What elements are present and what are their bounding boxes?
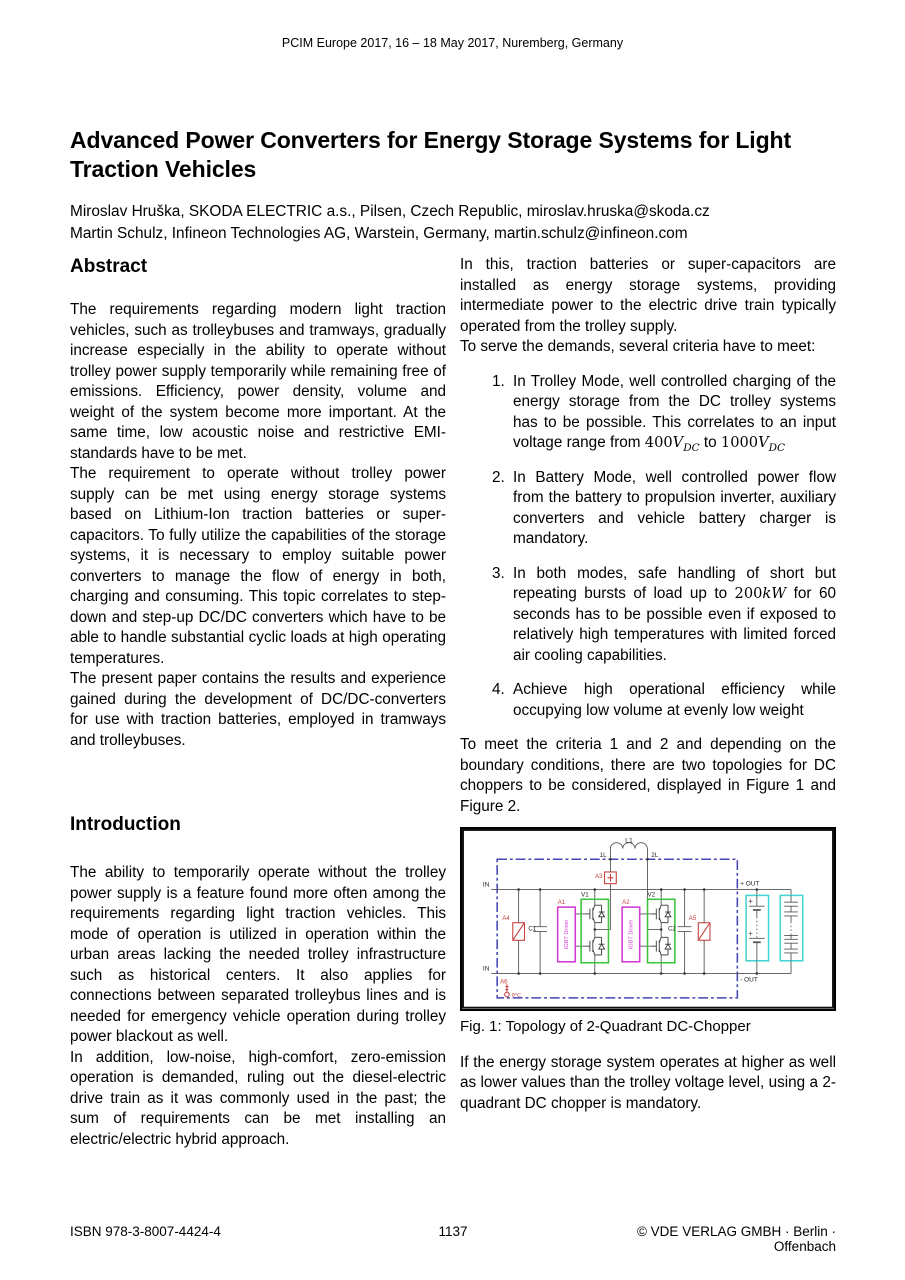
sensor-a6-label: A6: [500, 978, 508, 986]
introduction-paragraph-2: In addition, low-noise, high-comfort, zero-emission operation is demanded, ruling out the diesel-electric drive train as it was commonly used in the past; the sum of requirements can be met installing an electric/electric hybrid approach.: [70, 1048, 446, 1148]
list-item-3-number: 3.: [492, 564, 505, 582]
node-2l-label: 2L: [651, 851, 659, 859]
list-item-1-text: In Trolley Mode, well controlled charging of the energy storage from the DC trolley systems has to be possible. This correlates to an input voltage range from $400V_{DC}$ to $1000V_{DC}$: [513, 372, 836, 455]
list-item-2-text: In Battery Mode, well controlled power flow from the battery to propulsion inverter, auxiliary converters and vehicle battery charger is mandatory.: [513, 468, 836, 547]
author-line-1: Miroslav Hruška, SKODA ELECTRIC a.s., Pilsen, Czech Republic, miroslav.hruska@skoda.cz: [70, 203, 710, 220]
list-item-2: [492, 468, 836, 550]
introduction-heading: Introduction: [70, 814, 181, 835]
publisher: © VDE VERLAG GMBH · Berlin · Offenbach: [636, 1224, 836, 1254]
figure-1-caption: Fig. 1: Topology of 2-Quadrant DC-Chopper: [460, 1017, 751, 1035]
two-column-body: [70, 255, 836, 1150]
abstract-paragraph-2: The requirement to operate without trolley power supply can be met using energy storage systems based on Lithium-Ion traction batteries or super-capacitors. To fully utilize the capabilities of the storage systems, it is necessary to employ suitable power converters to manage the flow of energy in both, charging and consuming. This topic correlates to step-down and step-up DC/DC converters which have to be able to handle substantial cyclic loads at high operating temperatures.: [70, 465, 446, 667]
gate-driver-a1-label: IGBT Driver: [563, 919, 570, 950]
varistor-a4-label: A4: [502, 914, 510, 922]
right-column: [460, 255, 836, 1150]
inductor-l1-label: L1: [625, 837, 633, 845]
isbn: ISBN 978-3-8007-4424-4: [70, 1224, 221, 1239]
fuse-a3-label: A3: [595, 872, 603, 880]
in-top-label: IN: [482, 881, 490, 889]
figure-1: [460, 827, 836, 1037]
author-line-2: Martin Schulz, Infineon Technologies AG, Warstein, Germany, martin.schulz@infineon.com: [70, 224, 688, 242]
list-item-2-number: 2.: [492, 468, 505, 486]
temperature-label: ϑ°C: [511, 992, 521, 999]
conference-header: PCIM Europe 2017, 16 – 18 May 2017, Nuremberg, Germany: [281, 36, 624, 50]
list-item-1: [492, 372, 836, 454]
in-bottom-label: IN: [482, 965, 490, 973]
list-item-4: [492, 680, 836, 721]
list-item-3: [492, 564, 836, 667]
list-item-3-text: In both modes, safe handling of short but repeating bursts of load up to 200kW for 60 seconds has to be possible even if exposed to relatively high temperatures with limited forced air cooling capabilities.: [513, 564, 836, 664]
page-footer: [70, 1224, 836, 1254]
criteria-list: [460, 372, 836, 722]
author-block: [70, 201, 850, 244]
capacitor-c1-label: C1: [528, 925, 537, 933]
abstract-paragraph-1: The requirements regarding modern light traction vehicles, such as trolleybuses and tramways, gradually increase especially in the ability to operate without trolley power supply temporarily while remaining free of emissions. Efficiency, power density, volume and weight of the system become more important. At the same time, low acoustic noise and restrictive EMI-standards have to be met.: [70, 301, 446, 462]
criteria-lead-in: To serve the demands, several criteria have to meet:: [460, 338, 816, 355]
list-item-4-text: Achieve high operational efficiency while occupying low volume at evenly low weight: [513, 681, 836, 719]
driver-a1-label: A1: [557, 899, 566, 907]
capacitor-c2-label: C2: [667, 925, 676, 933]
introduction-paragraph-1: The ability to temporarily operate without the trolley power supply is a feature found more often among the requirements regarding light traction vehicles. This mode of operation is utilized in operation within the urban areas lacking the needed trolley infrastructure such as historical centers. It also applies for connections between separated trolleybus lines and is needed for emergency vehicle operation during trolley power blackout as well.: [70, 864, 446, 1045]
abstract-paragraph-3: The present paper contains the results and experience gained during the development of DC/DC-converters for use with traction batteries, employed in tramways and trolleybuses.: [70, 670, 446, 749]
varistor-a5-label: A5: [688, 914, 697, 922]
list-item-4-number: 4.: [492, 681, 505, 698]
conclusion-paragraph: If the energy storage system operates at higher as well as lower values than the trolley voltage level, using a 2-quadrant DC chopper is mandatory.: [460, 1053, 836, 1112]
driver-a2-label: A2: [622, 899, 630, 907]
storage-paragraph: In this, traction batteries or super-capacitors are installed as energy storage systems, providing intermediate power to the electric drive train typically operated from the trolley supply.: [460, 256, 836, 335]
out-minus-label: - OUT: [740, 976, 758, 984]
left-column: [70, 255, 446, 1150]
figure-1-frame: [460, 827, 836, 1011]
page-number: 1137: [438, 1224, 468, 1239]
list-item-1-number: 1.: [492, 372, 505, 390]
out-plus-label: + OUT: [740, 880, 760, 888]
paper-title: Advanced Power Converters for Energy Storage Systems for Light Traction Vehicles: [70, 127, 792, 182]
module-v2-label: V2: [647, 891, 656, 899]
topologies-paragraph: To meet the criteria 1 and 2 and depending on the boundary conditions, there are two topologies for DC choppers to be considered, displayed in Figure 1 and Figure 2.: [460, 736, 836, 815]
dc-chopper-schematic: [462, 829, 834, 1009]
node-1l-label: 1L: [599, 851, 607, 859]
abstract-heading: Abstract: [70, 256, 148, 277]
module-v1-label: V1: [581, 891, 589, 899]
gate-driver-a2-label: IGBT Driver: [628, 919, 635, 950]
